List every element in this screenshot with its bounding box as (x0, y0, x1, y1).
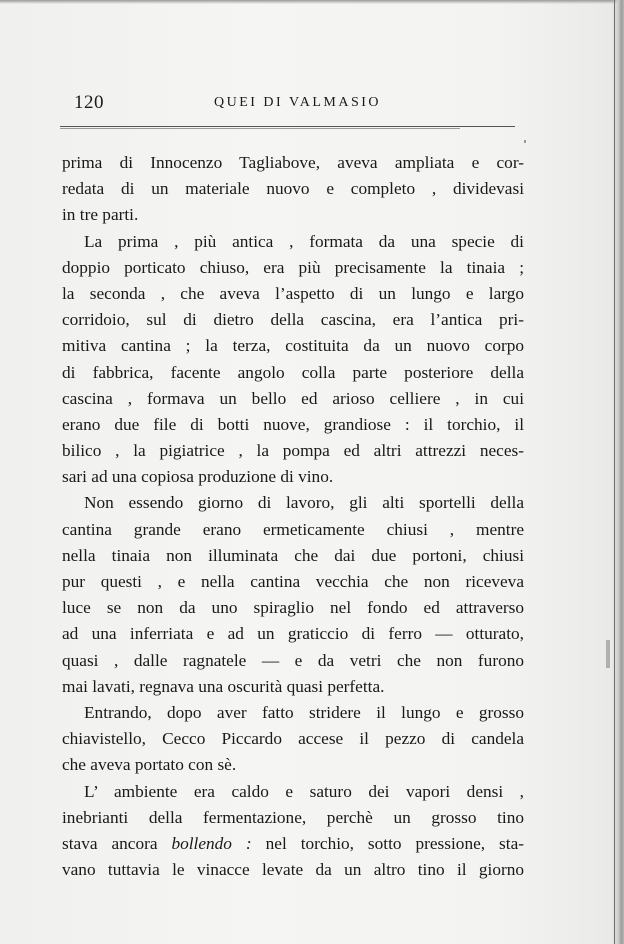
text-line: di fabbrica, facente angolo colla parte posteriore della (62, 362, 524, 382)
text-line: luce se non da uno spiraglio nel fondo ed attraverso (62, 598, 524, 618)
text-line: che aveva portato con sè. (62, 755, 237, 775)
text-line: inebrianti della fermentazione, perchè un grosso tino (62, 807, 524, 827)
text-line: sari ad una copiosa produzione di vino. (62, 467, 334, 487)
text-line: nella tinaia non illuminata che dai due portoni, chiusi (62, 545, 524, 565)
scan-speck (524, 140, 526, 143)
text-fragment: stava ancora (62, 833, 172, 853)
paragraph-1 (62, 150, 524, 229)
text-line: Non essendo giorno di lavoro, gli alti sportelli della (84, 493, 524, 513)
text-line: La prima , più antica , formata da una specie di (84, 231, 524, 251)
text-line (62, 831, 524, 857)
text-line: mai lavati, regnava una oscurità quasi perfetta. (62, 676, 385, 696)
page-number: 120 (74, 92, 104, 113)
italic-word: bollendo : (171, 833, 252, 853)
text-line: chiavistello, Cecco Piccardo accese il pezzo di candela (62, 729, 524, 749)
running-title: QUEI DI VALMASIO (214, 95, 382, 110)
paragraph-2 (62, 229, 524, 491)
header-rule-shadow (60, 128, 460, 129)
text-line: prima di Innocenzo Tagliabove, aveva ampliata e cor- (62, 153, 524, 172)
text-line: corridoio, sul di dietro della cascina, era l’antica pri- (62, 310, 524, 330)
text-line: bilico , la pigiatrice , la pompa ed altri attrezzi neces- (62, 441, 524, 461)
scan-top-shadow (0, 0, 624, 4)
text-line: erano due file di botti nuove, grandiose : il torchio, il (62, 414, 524, 434)
text-line: cantina grande erano ermeticamente chiusi , mentre (62, 519, 524, 539)
scan-edge-line (614, 0, 615, 944)
text-line: L’ ambiente era caldo e saturo dei vapori densi , (84, 781, 524, 801)
text-line: cascina , formava un bello ed arioso celliere , in cui (62, 388, 524, 408)
paragraph-5 (62, 779, 524, 884)
text-line: quasi , dalle ragnatele — e da vetri che non furono (62, 650, 524, 670)
body-text (62, 150, 524, 883)
text-line: doppio porticato chiuso, era più precisamente la tinaia ; (62, 257, 524, 277)
text-line: la seconda , che aveva l’aspetto di un lungo e largo (62, 283, 524, 303)
text-line: redata di un materiale nuovo e completo , dividevasi (62, 179, 524, 199)
text-line: vano tuttavia le vinacce levate da un altro tino il giorno (62, 860, 524, 880)
page-header (74, 92, 510, 116)
text-line: ad una inferriata e ad un graticcio di ferro — otturato, (62, 624, 524, 644)
text-fragment: nel torchio, sotto pressione, sta- (251, 833, 524, 853)
paragraph-3 (62, 490, 524, 700)
header-rule (60, 126, 515, 127)
scan-smudge (606, 640, 610, 668)
text-line: Entrando, dopo aver fatto stridere il lungo e grosso (84, 702, 524, 722)
text-line: pur questi , e nella cantina vecchia che non riceveva (62, 572, 524, 591)
paragraph-4 (62, 700, 524, 779)
text-line: in tre parti. (62, 205, 139, 225)
text-line: mitiva cantina ; la terza, costituita da un nuovo corpo (62, 336, 524, 356)
